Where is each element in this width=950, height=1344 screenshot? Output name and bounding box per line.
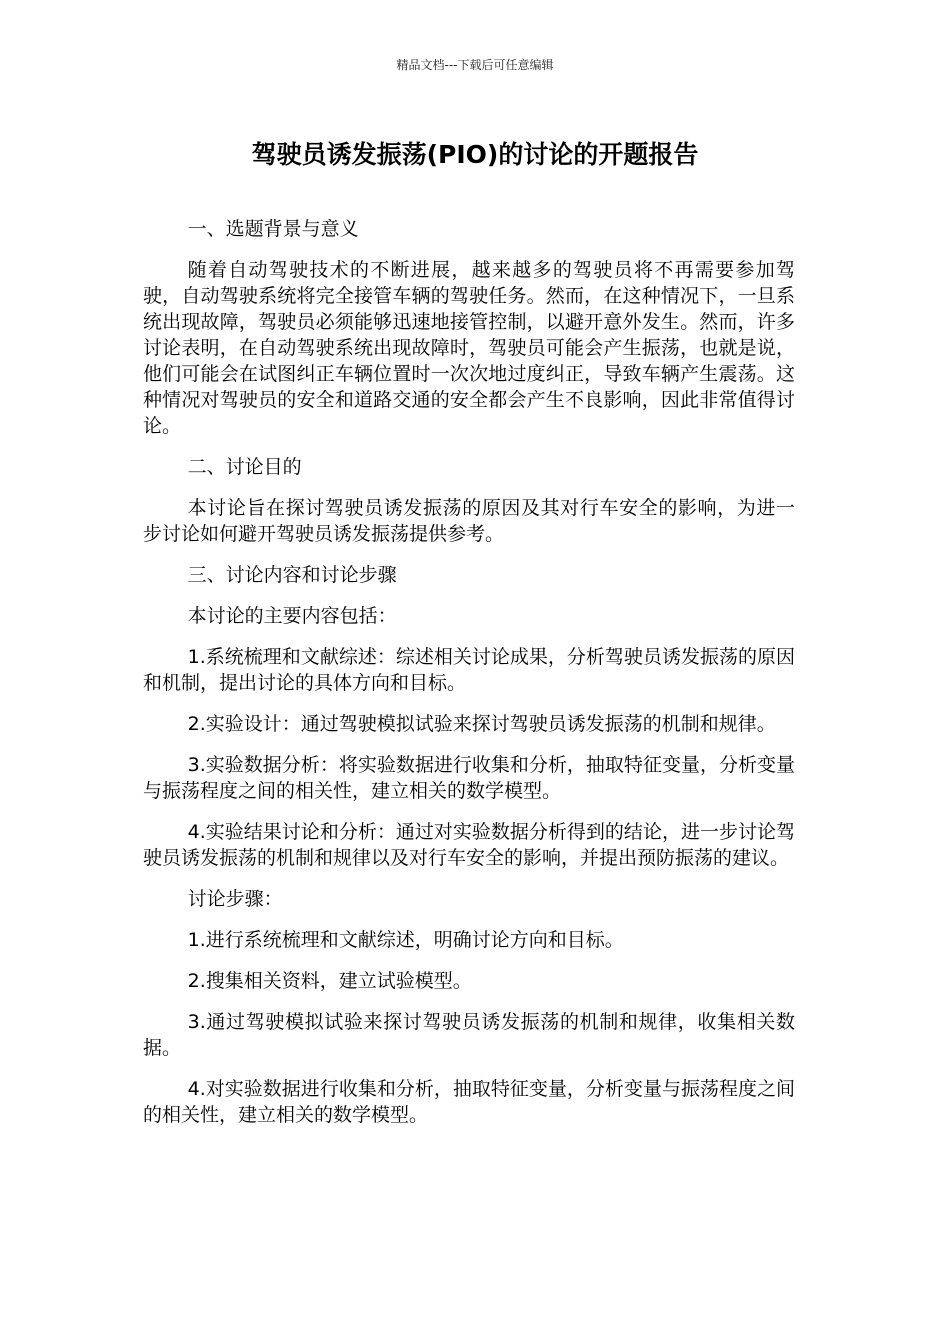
paragraph-background: 随着自动驾驶技术的不断进展，越来越多的驾驶员将不再需要参加驾驶，自动驾驶系统将完全接管车辆的驾驶任务。然而，在这种情况下，一旦系统出现故障，驾驶员必须能够迅速地接管控制，以避开意外发生。然而，许多讨论表明，在自动驾驶系统出现故障时，驾驶员可能会产生振荡，也就是说，他们可能会在试图纠正车辆位置时一次次地过度纠正，导致车辆产生震荡。这种情况对驾驶员的安全和道路交通的安全都会产生不良影响，因此非常值得讨论。: [143, 259, 795, 437]
step-item-4: 4.对实验数据进行收集和分析，抽取特征变量，分析变量与振荡程度之间的相关性，建立相关的数学模型。: [143, 1078, 795, 1126]
content-item-2: 2.实验设计：通过驾驶模拟试验来探讨驾驶员诱发振荡的机制和规律。: [187, 713, 776, 735]
paragraph-content-intro: 本讨论的主要内容包括：: [187, 605, 397, 627]
paragraph-purpose: 本讨论旨在探讨驾驶员诱发振荡的原因及其对行车安全的影响，为进一步讨论如何避开驾驶员诱发振荡提供参考。: [143, 497, 795, 545]
document-body: [143, 216, 795, 1143]
document-title: 驾驶员诱发振荡(PIO)的讨论的开题报告: [251, 140, 699, 169]
step-item-1: 1.进行系统梳理和文献综述，明确讨论方向和目标。: [187, 929, 624, 951]
content-item-1: 1.系统梳理和文献综述：综述相关讨论成果，分析驾驶员诱发振荡的原因和机制，提出讨论的具体方向和目标。: [143, 646, 795, 694]
page-header-note: 精品文档---下载后可任意编辑: [396, 58, 554, 72]
step-item-3: 3.通过驾驶模拟试验来探讨驾驶员诱发振荡的机制和规律，收集相关数据。: [143, 1011, 795, 1059]
section-heading-purpose: 二、讨论目的: [187, 456, 302, 478]
content-item-4: 4.实验结果讨论和分析：通过对实验数据分析得到的结论，进一步讨论驾驶员诱发振荡的机制和规律以及对行车安全的影响，并提出预防振荡的建议。: [143, 821, 795, 869]
section-heading-content-steps: 三、讨论内容和讨论步骤: [187, 564, 397, 586]
content-item-3: 3.实验数据分析：将实验数据进行收集和分析，抽取特征变量，分析变量与振荡程度之间的相关性，建立相关的数学模型。: [143, 754, 795, 802]
section-heading-background: 一、选题背景与意义: [187, 218, 359, 240]
step-item-2: 2.搜集相关资料，建立试验模型。: [187, 970, 472, 992]
paragraph-steps-intro: 讨论步骤：: [187, 888, 283, 910]
